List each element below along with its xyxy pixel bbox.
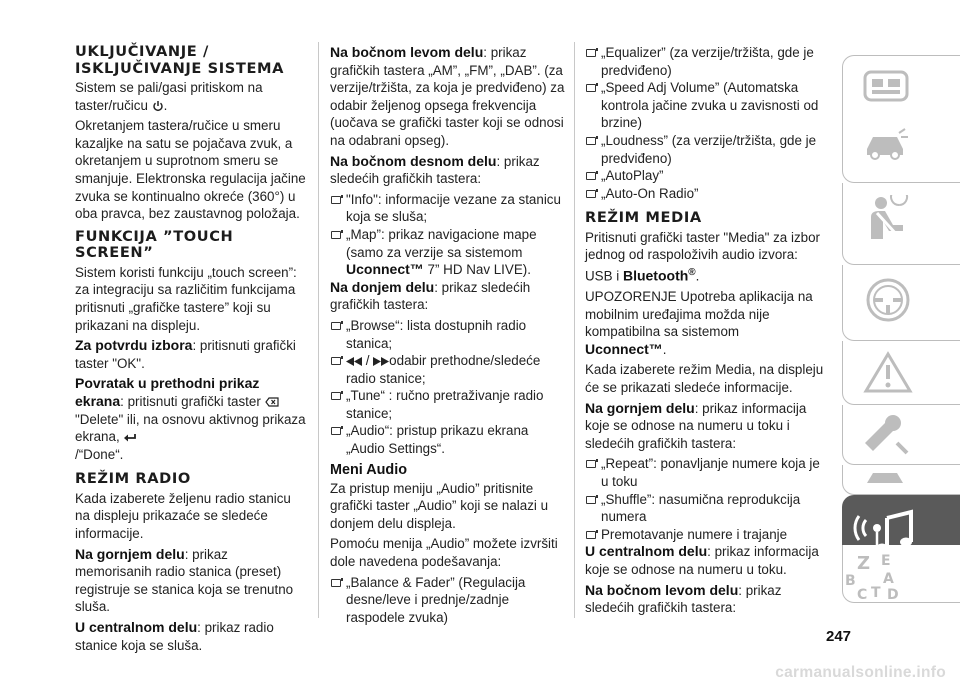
bullet-icon [331,392,341,400]
warning-triangle-icon [863,351,913,395]
list-item: „Audio“: pristup prikazu ekrana „Audio Settings“. [330,422,565,457]
list-item: „Repeat”: ponavljanje numere koja je u toku [585,455,825,490]
bullet-icon [331,196,341,204]
bullet-icon [586,84,596,92]
tab-index[interactable] [842,545,960,603]
list-item: / odabir prethodne/sledeće radio stanice; [330,352,565,387]
paragraph: UPOZORENJE Upotreba aplikacija na mobilnim uređajima možda nije kompatibilna sa sistemom Uconnect™. [585,289,813,357]
paragraph: Na bočnom levom delu: prikaz sledećih grafičkih tastera: [585,581,782,616]
bullet-icon [331,357,341,365]
list-item: "Info": informacije vezane za stanicu koja se sluša; [330,191,565,226]
paragraph: Pritisnuti grafički taster "Media" za izbor jednog od raspoloživih audio izvora: USB i Bluetooth®. [585,229,820,284]
column-divider [318,42,319,618]
tab-lights[interactable] [842,113,960,183]
paragraph: Kada izaberete režim Media, na displeju će se prikazati sledeće informacije. [585,362,824,396]
paragraph: Sistem se pali/gasi pritiskom na taster/ručicu . [75,80,263,113]
bullet-icon [331,579,341,587]
paragraph: Povratak u prethodni prikaz ekrana: pritisnuti grafički taster "Delete" ili, na osnovu aktivnog prikaza ekrana, /“Done“. [75,375,306,462]
paragraph: Na bočnom desnom delu: prikaz sledećih grafičkih tastera: [330,152,540,187]
paragraph: Kada izaberete željenu radio stanicu na displeju prikazaće se sledeće informacije. [75,490,291,541]
heading-media: REŽIM MEDIA [585,209,702,227]
index-letter: Z [857,553,871,574]
paragraph: Na gornjem delu: prikaz informacija koje se odnose na numeru u toku i sledećih grafičkih tastera: [585,399,807,451]
column-1 [75,44,307,657]
index-letter: A [883,571,894,587]
paragraph: U centralnom delu: prikaz radio stanice koja se sluša. [75,618,274,653]
previous-track-icon [346,357,362,366]
paragraph: Na gornjem delu: prikaz memorisanih radio stanica (preset) registruje se stanica koja se trenutno sluša. [75,545,294,615]
paragraph: U centralnom delu: prikaz informacija koje se odnose na numeru u toku. [585,543,819,577]
return-arrow-icon [123,433,136,443]
wrench-service-icon [863,413,913,457]
bullet-icon [586,496,596,504]
paragraph: Za pristup meniju „Audio” pritisnite grafički taster „Audio” koji se nalazi u donjem delu displeja. [330,480,549,531]
tab-specifications[interactable] [842,465,960,495]
next-track-icon [373,357,389,366]
bullet-icon [586,172,596,180]
tab-driving[interactable] [842,265,960,341]
bullet-icon [586,190,596,198]
paragraph: Na donjem delu: prikaz sledećih grafičkih tastera: [330,278,531,313]
delete-icon [265,397,279,407]
alphabet-index-icon [843,545,923,601]
column-2 [330,44,565,626]
list-item: „Loudness” (za verzije/tržišta, gde je predviđeno) [585,132,825,167]
list-item: „Auto-On Radio” [585,185,825,203]
footer-watermark: carmanualsonline.info [775,664,946,681]
bullet-icon [586,531,596,539]
heading-radio: REŽIM RADIO [75,470,191,488]
steering-wheel-icon [863,275,913,325]
bullet-icon [586,49,596,57]
tab-safety[interactable] [842,183,960,265]
list-item: „Tune“ : ručno pretraživanje radio stanice; [330,387,565,422]
index-letter: D [887,587,899,601]
bullet-icon [586,460,596,468]
bullet-icon [331,322,341,330]
index-letter: C [857,587,868,601]
bullet-icon [331,231,341,239]
bullet-icon [331,427,341,435]
tab-maintenance[interactable] [842,405,960,465]
heading-power: UKLJUČIVANJE / ISKLJUČIVANJE SISTEMA [75,43,285,77]
list-item: Premotavanje numere i trajanje [585,526,825,544]
car-dashboard-icon [863,68,909,104]
list-item: „Balance & Fader” (Regulacija desne/leve i prednje/zadnje raspodele zvuka) [330,574,565,627]
bullet-icon [586,137,596,145]
index-letter: B [845,573,856,589]
paragraph: Na bočnom levom delu: prikaz grafičkih tastera „AM”, „FM”, „DAB”. (za verzije/tržišta, za koja je predviđeno) za odabir željenog opsega frekvencija (uočava se grafički taster koji se odnosi na odabrani opseg). [330,44,565,148]
list-item: „Speed Adj Volume” (Automatska kontrola jačine zvuka u zavisnosti od brzine) [585,79,825,132]
power-icon [152,100,164,112]
chapter-tabs [842,55,960,603]
column-divider [574,42,575,618]
list-item: „AutoPlay” [585,167,825,185]
paragraph: Okretanjem tastera/ručice u smeru kazaljke na satu se pojačava zvuk, a okretanjem u suprotnom smeru se smanjuje. Elektronska regulacija jačine zvuka se kontinualno okreće (360°) u oba pravca, bez zaustavnog položaja. [75,118,306,222]
seatbelt-airbag-icon [863,195,913,245]
heading-touch: FUNKCIJA ”TOUCH SCREEN” [75,227,234,262]
tab-emergency[interactable] [842,341,960,405]
heading-audio-menu: Meni Audio [330,461,408,478]
paragraph: Sistem koristi funkciju „touch screen”: za integraciju sa različitim funkcijama pritisnuti „grafičke tastere” koji su prikazani na displeju. [75,264,297,333]
paragraph: Pomoću menija „Audio” možete izvršiti dole navedena podešavanja: [330,536,558,570]
index-letter: T [871,585,881,601]
paragraph: Za potvrdu izbora: pritisnuti grafički taster "OK". [75,337,296,371]
car-spec-icon [863,469,909,489]
page-number: 247 [826,628,852,645]
list-item: „Shuffle”: nasumična reprodukcija numera [585,491,825,526]
list-item: „Browse“: lista dostupnih radio stanica; [330,317,565,352]
list-item: „Map”: prikaz navigacione mape (samo za verzije sa sistemom Uconnect™ 7” HD Nav LIVE). [330,226,565,279]
car-lights-icon [863,125,909,161]
list-item: „Equalizer” (za verzije/tržišta, gde je predviđeno) [585,44,825,79]
index-letter: E [881,553,891,569]
column-3 [585,44,825,620]
